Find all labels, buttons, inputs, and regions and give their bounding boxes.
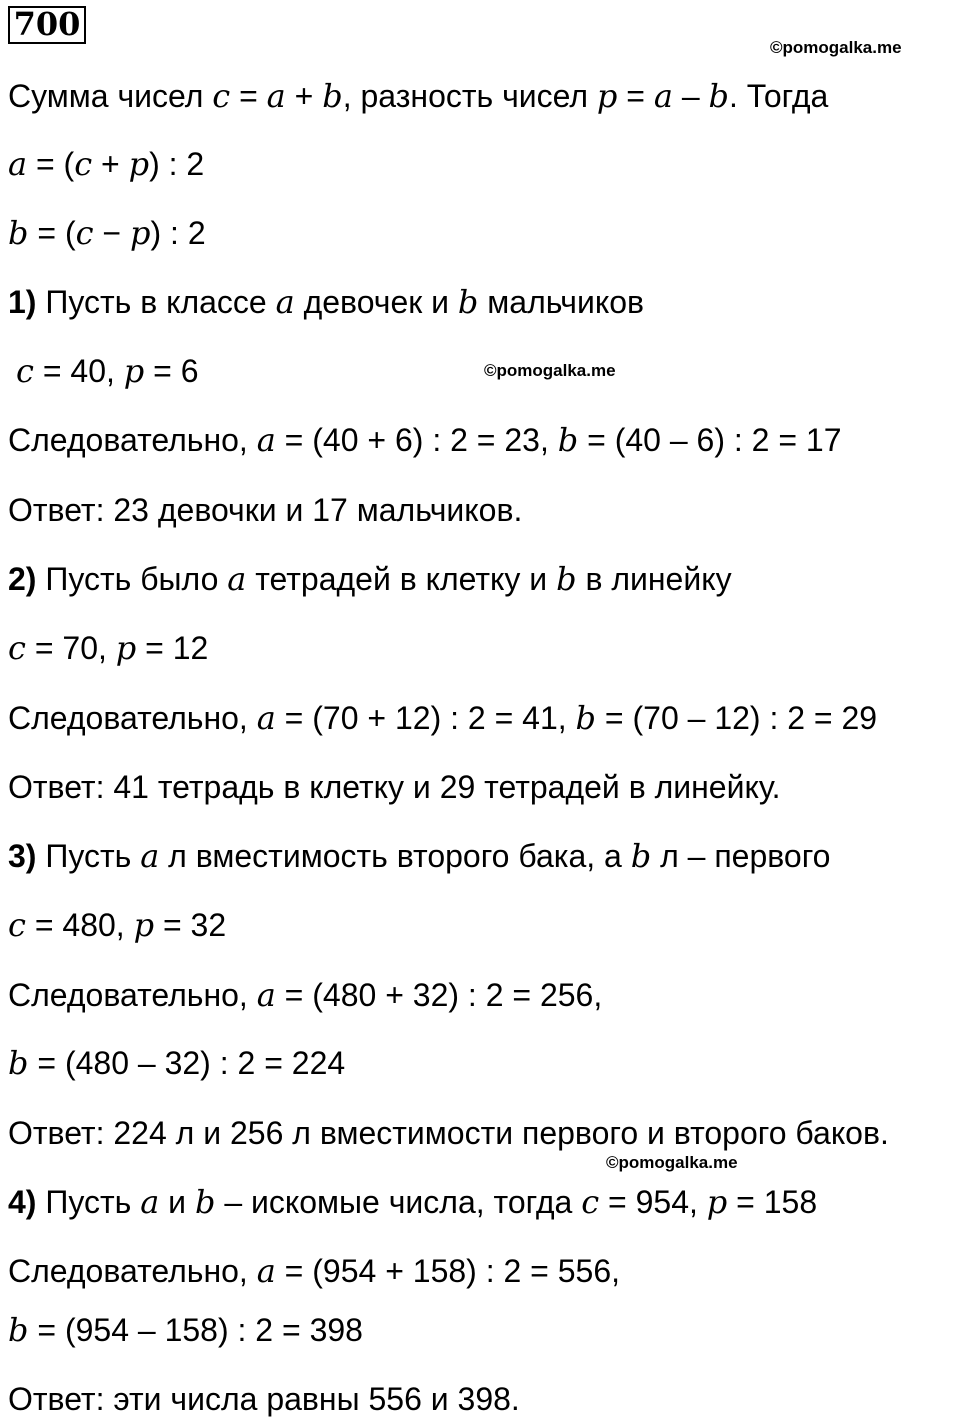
watermark: ©pomogalka.me xyxy=(770,38,902,57)
p4-answer: Ответ: эти числа равны 556 и 398. xyxy=(8,1381,520,1417)
p2-answer: Ответ: 41 тетрадь в клетку и 29 тетрадей в линейку. xyxy=(8,769,781,805)
p1-result: Следовательно, a = (40 + 6) : 2 = 23, b = (40 – 6) : 2 = 17 xyxy=(8,421,842,459)
p3-result-b: b = (480 – 32) : 2 = 224 xyxy=(8,1044,346,1082)
p4-result-b: b = (954 – 158) : 2 = 398 xyxy=(8,1311,363,1349)
p4-result-a: Следовательно, a = (954 + 158) : 2 = 556, xyxy=(8,1252,621,1290)
p4-statement: 4) Пусть a и b – искомые числа, тогда c = 954, p = 158 xyxy=(8,1183,818,1221)
p3-statement: 3) Пусть a л вместимость второго бака, а b л – первого xyxy=(8,837,831,875)
intro-line: Сумма чисел c = a + b, разность чисел p = a – b. Тогда xyxy=(8,77,829,115)
p1-statement: 1) Пусть в классе a девочек и b мальчиков xyxy=(8,283,644,321)
p1-values: c = 40, p = 6 xyxy=(16,352,199,390)
p3-result-a: Следовательно, a = (480 + 32) : 2 = 256, xyxy=(8,976,603,1014)
formula-b: b = (c − p) : 2 xyxy=(8,214,206,252)
p2-statement: 2) Пусть было a тетрадей в клетку и b в линейку xyxy=(8,560,732,598)
p1-answer: Ответ: 23 девочки и 17 мальчиков. xyxy=(8,492,523,528)
watermark: ©pomogalka.me xyxy=(606,1153,738,1172)
task-number: 700 xyxy=(8,6,86,44)
p2-values: c = 70, p = 12 xyxy=(8,629,209,667)
p3-answer: Ответ: 224 л и 256 л вместимости первого и второго баков. xyxy=(8,1115,889,1151)
formula-a: a = (c + p) : 2 xyxy=(8,145,205,183)
p2-result: Следовательно, a = (70 + 12) : 2 = 41, b = (70 – 12) : 2 = 29 xyxy=(8,699,878,737)
p3-values: c = 480, p = 32 xyxy=(8,906,227,944)
watermark: ©pomogalka.me xyxy=(484,361,616,380)
